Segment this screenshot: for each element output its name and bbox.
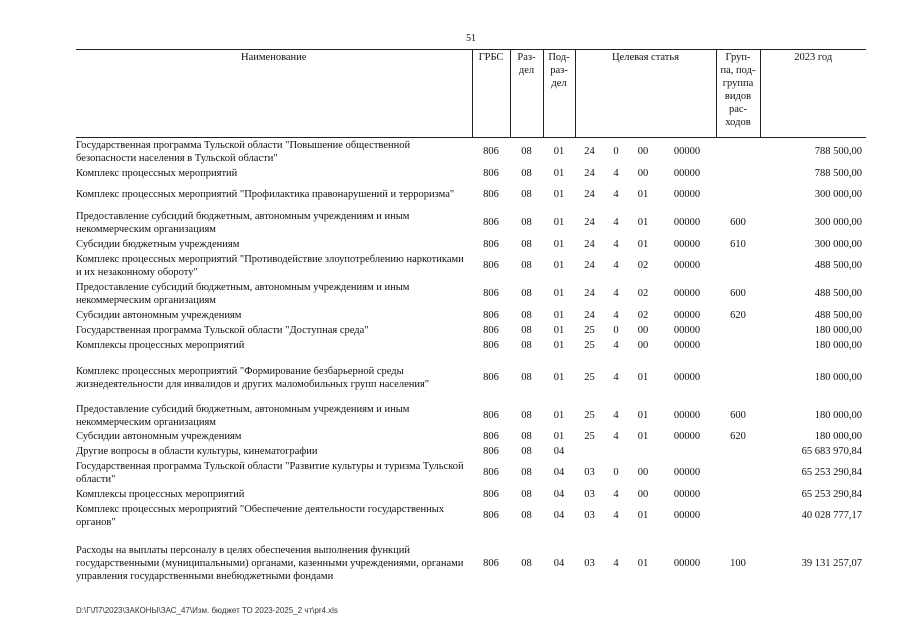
cell-name: Государственная программа Тульской области "Развитие культуры и туризма Тульской области" <box>76 460 464 485</box>
cell-vr <box>716 487 760 502</box>
table-row <box>76 138 866 166</box>
cell-t2 <box>604 444 628 459</box>
cell-vr <box>716 444 760 459</box>
cell-t1: 24 <box>584 260 595 271</box>
cell-t2: 4 <box>613 189 619 200</box>
table-row <box>76 252 866 280</box>
header-podrazdel: Под- раз- дел <box>543 50 575 138</box>
cell-vr: 620 <box>730 430 746 442</box>
cell-t2: 4 <box>613 288 619 299</box>
cell-t1: 24 <box>584 146 595 158</box>
cell-sum: 65 683 970,84 <box>801 445 862 457</box>
cell-t3: 00 <box>637 167 649 179</box>
cell-vr <box>716 138 760 166</box>
cell-pr: 04 <box>553 467 565 478</box>
cell-t3: 02 <box>637 260 649 271</box>
cell-sum: 300 000,00 <box>814 217 862 228</box>
cell-t3: 01 <box>637 410 649 421</box>
cell-name: Субсидии автономным учреждениям <box>76 430 242 442</box>
cell-vr <box>716 181 760 209</box>
cell-sum: 40 028 777,17 <box>801 510 862 521</box>
cell-name: Комплекс процессных мероприятий "Обеспечение деятельности государственных органов" <box>76 503 445 528</box>
cell-t3: 01 <box>637 372 649 383</box>
cell-rz: 08 <box>521 189 532 200</box>
cell-grbs: 806 <box>483 309 499 321</box>
cell-name: Расходы на выплаты персоналу в целях обеспечения выполнения функций государственными (муниципальными) органами, казенными учреждениями, органами управления государственными внебюджетными фондами <box>76 545 464 582</box>
table-row <box>76 280 866 308</box>
cell-pr: 01 <box>553 238 565 250</box>
table-row <box>76 209 866 237</box>
cell-pr: 01 <box>553 260 565 271</box>
cell-pr: 01 <box>553 189 565 200</box>
cell-grbs: 806 <box>483 238 499 250</box>
table-row <box>76 353 866 397</box>
cell-sum: 180 000,00 <box>814 324 862 336</box>
cell-grbs: 806 <box>483 558 499 569</box>
cell-grbs: 806 <box>483 430 499 442</box>
cell-t4 <box>658 444 716 459</box>
page-number: 51 <box>466 33 476 44</box>
cell-rz: 08 <box>521 167 532 179</box>
cell-t4: 00000 <box>673 558 701 569</box>
cell-t4: 00000 <box>673 238 701 250</box>
cell-vr <box>716 252 760 280</box>
cell-rz: 08 <box>521 372 532 383</box>
cell-name: Комплекс процессных мероприятий "Противодействие злоупотреблению наркотиками и их незаконному обороту" <box>76 253 464 278</box>
cell-rz: 08 <box>521 558 532 569</box>
table-row <box>76 338 866 353</box>
cell-t4: 00000 <box>673 217 701 228</box>
cell-rz: 08 <box>521 324 532 336</box>
cell-rz: 08 <box>521 467 532 478</box>
cell-name: Комплекс процессных мероприятий <box>76 167 238 179</box>
table-row <box>76 308 866 323</box>
cell-t2: 4 <box>613 488 619 500</box>
header-target-article: Целевая статья <box>575 50 716 138</box>
table-row <box>76 237 866 252</box>
cell-pr: 01 <box>553 167 565 179</box>
cell-rz: 08 <box>521 445 532 457</box>
cell-sum: 300 000,00 <box>814 238 862 250</box>
cell-vr <box>716 502 760 530</box>
cell-sum: 180 000,00 <box>814 430 862 442</box>
cell-t1: 03 <box>584 488 595 500</box>
cell-rz: 08 <box>521 217 532 228</box>
cell-grbs: 806 <box>483 467 499 478</box>
cell-t2: 4 <box>613 430 619 442</box>
cell-vr: 600 <box>730 288 746 299</box>
cell-name: Другие вопросы в области культуры, кинематографии <box>76 445 318 457</box>
cell-grbs: 806 <box>483 510 499 521</box>
cell-name: Предоставление субсидий бюджетным, автономным учреждениям и иным некоммерческим организациям <box>76 403 410 428</box>
header-razdel: Раз- дел <box>510 50 543 138</box>
cell-t3: 00 <box>637 488 649 500</box>
cell-t3 <box>628 444 658 459</box>
cell-name: Государственная программа Тульской области "Повышение общественной безопасности населения в Тульской области" <box>76 139 411 164</box>
cell-rz: 08 <box>521 238 532 250</box>
cell-pr: 04 <box>553 488 565 500</box>
cell-t2: 4 <box>613 167 619 179</box>
table-row <box>76 429 866 444</box>
cell-grbs: 806 <box>483 167 499 179</box>
cell-t1: 25 <box>584 410 595 421</box>
cell-sum: 488 500,00 <box>814 309 862 321</box>
cell-pr: 01 <box>553 339 565 351</box>
cell-name: Комплексы процессных мероприятий <box>76 488 245 500</box>
cell-grbs: 806 <box>483 217 499 228</box>
cell-rz: 08 <box>521 288 532 299</box>
cell-t3: 01 <box>637 189 649 200</box>
cell-grbs: 806 <box>483 146 499 158</box>
cell-sum: 65 253 290,84 <box>801 488 862 500</box>
cell-t3: 00 <box>637 146 649 158</box>
cell-sum: 180 000,00 <box>814 410 862 421</box>
cell-t2: 4 <box>613 510 619 521</box>
cell-pr: 01 <box>553 410 565 421</box>
table-row <box>76 502 866 530</box>
table-row <box>76 444 866 459</box>
cell-t2: 0 <box>613 146 619 158</box>
cell-grbs: 806 <box>483 488 499 500</box>
cell-t1: 03 <box>584 467 595 478</box>
cell-t2: 4 <box>613 339 619 351</box>
cell-t2: 0 <box>613 324 619 336</box>
header-expense-group: Груп- па, под- группа видов рас- ходов <box>716 50 760 138</box>
cell-t2: 4 <box>613 410 619 421</box>
cell-name: Субсидии автономным учреждениям <box>76 309 242 321</box>
cell-pr: 01 <box>553 288 565 299</box>
cell-t1: 24 <box>584 309 595 321</box>
cell-t1: 25 <box>584 324 595 336</box>
header-grbs: ГРБС <box>472 50 510 138</box>
cell-rz: 08 <box>521 510 532 521</box>
cell-t3: 02 <box>637 288 649 299</box>
cell-t1: 24 <box>584 189 595 200</box>
cell-t1: 25 <box>584 430 595 442</box>
cell-t4: 00000 <box>673 146 701 158</box>
cell-t3: 01 <box>637 217 649 228</box>
cell-name: Предоставление субсидий бюджетным, автономным учреждениям и иным некоммерческим организациям <box>76 210 410 235</box>
cell-rz: 08 <box>521 309 532 321</box>
header-name: Наименование <box>76 50 472 138</box>
cell-t1: 24 <box>584 167 595 179</box>
cell-pr: 01 <box>553 309 565 321</box>
cell-sum: 65 253 290,84 <box>801 467 862 478</box>
cell-grbs: 806 <box>483 372 499 383</box>
header-year-2023: 2023 год <box>760 50 866 138</box>
cell-t3: 01 <box>637 430 649 442</box>
cell-rz: 08 <box>521 488 532 500</box>
cell-vr: 600 <box>730 410 746 421</box>
cell-pr: 01 <box>553 372 565 383</box>
table-row <box>76 397 866 429</box>
cell-t4: 00000 <box>673 189 701 200</box>
cell-t1: 25 <box>584 372 595 383</box>
cell-vr <box>716 166 760 181</box>
cell-sum: 488 500,00 <box>814 288 862 299</box>
cell-pr: 04 <box>553 445 565 457</box>
budget-table-container <box>76 49 866 588</box>
cell-t1: 24 <box>584 217 595 228</box>
cell-grbs: 806 <box>483 288 499 299</box>
table-row <box>76 530 866 588</box>
table-row <box>76 487 866 502</box>
cell-grbs: 806 <box>483 260 499 271</box>
cell-sum: 788 500,00 <box>814 167 862 179</box>
cell-rz: 08 <box>521 146 532 158</box>
cell-vr: 610 <box>730 238 746 250</box>
cell-t4: 00000 <box>673 410 701 421</box>
cell-t4: 00000 <box>673 467 701 478</box>
cell-vr <box>716 459 760 487</box>
file-path-footer: D:\Г\Л7\2023\ЗАКОНЫ\ЗАС_47\Изм. бюджет ТО 2023-2025_2 чт\pr4.xls <box>76 606 338 615</box>
cell-name: Комплекс процессных мероприятий "Профилактика правонарушений и терроризма" <box>76 189 455 200</box>
cell-sum: 180 000,00 <box>814 372 862 383</box>
cell-sum: 300 000,00 <box>814 189 862 200</box>
cell-grbs: 806 <box>483 410 499 421</box>
cell-t3: 01 <box>637 510 649 521</box>
cell-t1: 24 <box>584 238 595 250</box>
cell-sum: 39 131 257,07 <box>801 558 862 569</box>
table-body <box>76 138 866 588</box>
cell-name: Предоставление субсидий бюджетным, автономным учреждениям и иным некоммерческим организациям <box>76 281 410 306</box>
cell-vr <box>716 338 760 353</box>
cell-t4: 00000 <box>673 288 701 299</box>
cell-t4: 00000 <box>673 339 701 351</box>
cell-rz: 08 <box>521 430 532 442</box>
cell-sum: 488 500,00 <box>814 260 862 271</box>
cell-t4: 00000 <box>673 488 701 500</box>
cell-name: Субсидии бюджетным учреждениям <box>76 238 240 250</box>
cell-pr: 01 <box>553 324 565 336</box>
cell-t2: 4 <box>613 217 619 228</box>
cell-pr: 04 <box>553 558 565 569</box>
cell-t4: 00000 <box>673 167 701 179</box>
cell-pr: 04 <box>553 510 565 521</box>
cell-t1 <box>575 444 604 459</box>
cell-pr: 01 <box>553 217 565 228</box>
cell-grbs: 806 <box>483 324 499 336</box>
cell-t1: 03 <box>584 510 595 521</box>
cell-t3: 00 <box>637 324 649 336</box>
table-row <box>76 459 866 487</box>
cell-grbs: 806 <box>483 445 499 457</box>
cell-pr: 01 <box>553 146 565 158</box>
cell-t2: 4 <box>613 309 619 321</box>
cell-grbs: 806 <box>483 339 499 351</box>
cell-sum: 788 500,00 <box>814 146 862 158</box>
cell-name: Комплекс процессных мероприятий "Формирование безбарьерной среды жизнедеятельности для инвалидов и других маломобильных групп населения" <box>76 365 430 390</box>
table-row <box>76 181 866 209</box>
cell-t2: 4 <box>613 372 619 383</box>
cell-t4: 00000 <box>673 430 701 442</box>
cell-t2: 4 <box>613 260 619 271</box>
cell-t1: 03 <box>584 558 595 569</box>
cell-t2: 4 <box>613 238 619 250</box>
cell-t2: 4 <box>613 558 619 569</box>
cell-t3: 01 <box>637 238 649 250</box>
cell-rz: 08 <box>521 339 532 351</box>
cell-t3: 00 <box>637 339 649 351</box>
cell-t4: 00000 <box>673 309 701 321</box>
cell-rz: 08 <box>521 260 532 271</box>
cell-pr: 01 <box>553 430 565 442</box>
cell-t4: 00000 <box>673 324 701 336</box>
table-row <box>76 166 866 181</box>
cell-t3: 01 <box>637 558 649 569</box>
cell-t4: 00000 <box>673 372 701 383</box>
cell-t1: 25 <box>584 339 595 351</box>
cell-t3: 02 <box>637 309 649 321</box>
cell-t4: 00000 <box>673 510 701 521</box>
cell-t1: 24 <box>584 288 595 299</box>
cell-t2: 0 <box>613 467 619 478</box>
table-row <box>76 323 866 338</box>
cell-rz: 08 <box>521 410 532 421</box>
cell-name: Государственная программа Тульской области "Доступная среда" <box>76 324 369 336</box>
cell-vr: 600 <box>730 217 746 228</box>
cell-vr <box>716 323 760 338</box>
cell-name: Комплексы процессных мероприятий <box>76 339 245 351</box>
table-header-row <box>76 50 866 138</box>
cell-sum: 180 000,00 <box>814 339 862 351</box>
cell-grbs: 806 <box>483 189 499 200</box>
cell-vr <box>716 353 760 397</box>
cell-vr: 100 <box>730 558 746 569</box>
cell-t4: 00000 <box>673 260 701 271</box>
cell-t3: 00 <box>637 467 649 478</box>
budget-table <box>76 49 866 588</box>
cell-vr: 620 <box>730 309 746 321</box>
